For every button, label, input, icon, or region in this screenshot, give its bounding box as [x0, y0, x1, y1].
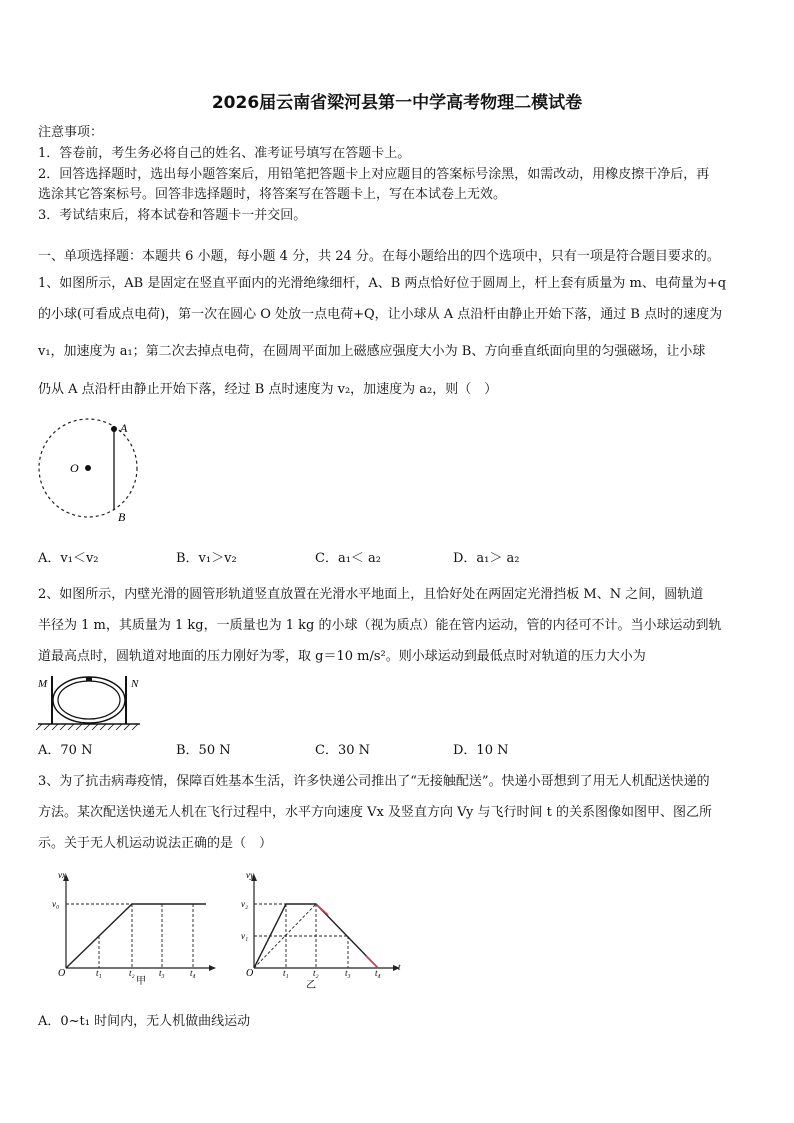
q1-label-b: B: [118, 510, 126, 524]
q2-ball: [86, 677, 92, 681]
q1-option-c: C．a₁＜ a₂: [315, 551, 382, 566]
q1-option-d: D．a₁＞ a₂: [453, 551, 520, 566]
q2-label-m: M: [38, 678, 48, 690]
jia-caption: 甲: [136, 976, 146, 987]
yi-caption: 乙: [306, 980, 316, 991]
q2-tube-inner: [58, 681, 120, 719]
notice-item-2-cont: 选涂其它答案标号。回答非选择题时，将答案写在答题卡上，写在本试卷上无效。: [38, 187, 507, 202]
q1-point-o: [85, 465, 91, 471]
q2-option-d: D．10 N: [453, 743, 509, 758]
q2-line-3: 道最高点时，圆轨道对地面的压力刚好为零，取 g＝10 m/s²。则小球运动到最低点时对轨道的压力大小为: [38, 649, 646, 664]
q2-line-2: 半径为 1 m，其质量为 1 kg，一质量也为 1 kg 的小球（视为质点）能在管内运动，管的内径可不计。当小球运动到轨: [38, 618, 722, 633]
q1-figure: [36, 418, 146, 528]
q2-tube-outer: [53, 677, 125, 723]
q1-label-a: A: [120, 421, 128, 435]
q2-label-n: N: [131, 678, 139, 690]
jia-t2-label: t₂: [129, 968, 135, 978]
q1-line-4: 仍从 A 点沿杆由静止开始下落，经过 B 点时速度为 v₂，加速度为 a₂，则（ ）: [38, 382, 498, 397]
q1-line-2: 的小球(可看成点电荷)，第一次在圆心 O 处放一点电荷+Q，让小球从 A 点沿杆由静止开始下落，通过 B 点时的速度为: [38, 307, 723, 322]
jia-t4-label: t₄: [190, 968, 196, 978]
page-title: 2026届云南省梁河县第一中学高考物理二模试卷: [211, 93, 583, 113]
yi-origin-label: O: [246, 968, 254, 979]
jia-curve: [66, 904, 206, 968]
q3-line-1: 3、为了抗击病毒疫情，保障百姓基本生活，许多快递公司推出了“无接触配送”。快递小哥想到了用无人机配送快递的: [38, 774, 710, 789]
q2-option-c: C．30 N: [315, 743, 370, 758]
q2-ground-hatch: [36, 724, 138, 730]
q2-figure: [36, 670, 146, 732]
notice-item-2: 2．回答选择题时，选出每小题答案后，用铅笔把答题卡上对应题目的答案标号涂黑，如需改动，用橡皮擦干净后，再: [38, 167, 710, 182]
q1-point-a: [111, 426, 117, 432]
jia-t1-label: t₁: [96, 968, 102, 978]
yi-red-segment: [316, 904, 328, 915]
q3-graph-jia: [52, 870, 222, 985]
q1-option-a: A．v₁＜v₂: [38, 551, 99, 566]
yi-t1-label: t₁: [283, 968, 289, 978]
yi-t-label: t: [398, 962, 401, 972]
q2-option-a: A．70 N: [38, 743, 93, 758]
jia-x-arrow: [209, 965, 216, 971]
yi-vaxis-label: vy: [246, 870, 254, 880]
q1-label-o: O: [70, 461, 79, 475]
q3-line-3: 示。关于无人机运动说法正确的是（ ）: [38, 836, 273, 851]
q1-line-3: v₁，加速度为 a₁；第二次去掉点电荷，在圆周平面加上磁感应强度大小为 B、方向垂直纸面向里的匀强磁场，让小球: [38, 344, 706, 359]
q1-option-b: B．v₁＞v₂: [176, 551, 237, 566]
yi-v1-label: v₁: [241, 931, 249, 941]
yi-t4-label: t₄: [375, 968, 381, 978]
yi-t3-label: t₃: [345, 968, 351, 978]
jia-vaxis-label: vx: [58, 870, 66, 880]
notice-heading: 注意事项：: [38, 125, 104, 140]
jia-origin-label: O: [58, 968, 66, 979]
jia-t3-label: t₃: [159, 968, 165, 978]
yi-v2-label: v₂: [241, 899, 249, 909]
q3-line-2: 方法。某次配送快递无人机在飞行过程中，水平方向速度 Vx 及竖直方向 Vy 与飞行时间 t 的关系图像如图甲、图乙所: [38, 805, 712, 820]
jia-v0-label: v₀: [52, 899, 60, 909]
notice-item-1: 1．答卷前，考生务必将自己的姓名、准考证号填写在答题卡上。: [38, 146, 411, 161]
notice-item-3: 3．考试结束后，将本试卷和答题卡一并交回。: [38, 208, 307, 223]
section-heading: 一、单项选择题：本题共 6 小题，每小题 4 分，共 24 分。在每小题给出的四个选项中，只有一项是符合题目要求的。: [38, 249, 720, 264]
q3-option-a: A．0~t₁ 时间内，无人机做曲线运动: [38, 1014, 251, 1029]
q3-graph-yi: [238, 870, 410, 990]
yi-t2-label: t₂: [313, 968, 319, 978]
q2-option-b: B．50 N: [176, 743, 231, 758]
yi-red-segment-2: [366, 956, 378, 968]
q1-line-1: 1、如图所示，AB 是固定在竖直平面内的光滑绝缘细杆，A、B 两点恰好位于圆周上，杆上套有质量为 m、电荷量为+q: [38, 276, 727, 291]
q2-line-1: 2、如图所示，内壁光滑的圆管形轨道竖直放置在光滑水平地面上，且恰好处在两固定光滑挡板 M、N 之间，圆轨道: [38, 587, 704, 602]
